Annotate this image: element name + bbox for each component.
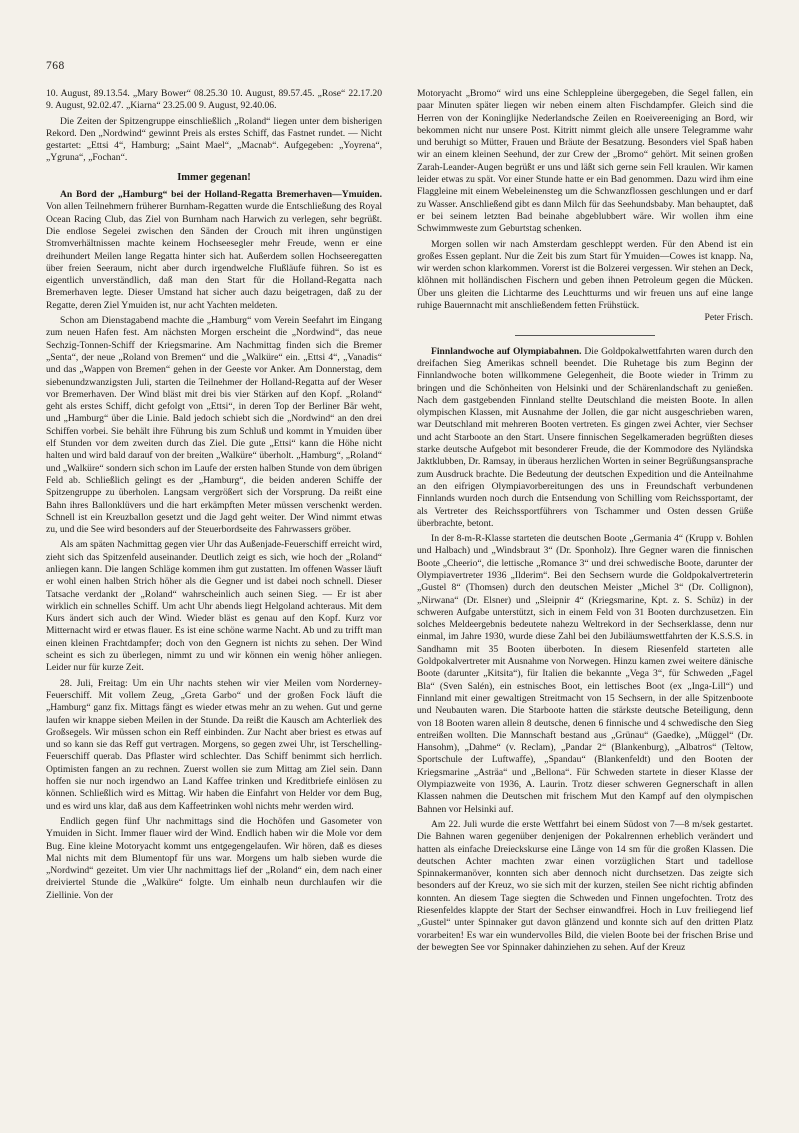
right-column [417,88,753,957]
article-paragraph-2: Schon am Dienstagabend machte die „Hamburg“ vom Verein Seefahrt im Eingang zum neuen Hafen fest. Am nächsten Morgen erscheint die „Nordwind“, das neue Sechzig-Tonnen-Schiff der Kriegsmarine. Am Nachmittag finden sich die Bremer „Senta“, der neue „Roland von Bremen“ und die „Walküre“ ein. „Ettsi 4“, „Vanadis“ und das „Wappen von Bremen“ gehen in der Geeste vor Anker. Am Donnerstag, dem siebenundzwanzigsten Juli, starten die Teilnehmer der Holland-Regatta auf der Weser vor Bremerhaven. Der Wind bläst mit drei bis vier Stärken auf den Kopf. „Roland“ geht als erstes Schiff, dicht gefolgt von „Ettsi“, in deren Top der Berliner Bär weht, und „Hamburg“ über die Linie. Bald jedoch schiebt sich die „Nordwind“ an den drei Schiffen vorbei. Sie behält ihre Führung bis zum Schluß und kommt in Ymuiden über elf Stunden vor dem zweiten durch das Ziel. Die gute „Ettsi“ kann die Höhe nicht halten und wird bald darauf von der breiten „Walküre“ überholt. „Hamburg“, „Roland“ und „Walküre“ sondern sich schon im Laufe der ersten halben Stunde von dem übrigen Feld ab. Schließlich gelingt es der „Hamburg“, die beiden anderen Schiffe der Spitzengruppe zu überholen. Langsam vergrößert sich der Vorsprung. Da reißt eine Bahn ihres Ballonklüvers und die hart erkämpften Meter müssen verschenkt werden. Schnell ist ein Kreuzballon gesetzt und die Jagd geht weiter. Der Wind nimmt etwas zu, und die See wird besonders auf der Steuerbordseite des Fahrwassers gröber. [46,315,382,536]
author-signature: Peter Frisch. [704,312,753,324]
article2-lead: Finnlandwoche auf Olympiabahnen. [431,345,582,357]
article2-paragraph-1-body: Die Goldpokalwettfahrten waren durch den dreifachen Sieg Amerikas schnell beendet. Die Ruhetage bis zum Beginn der Finnlandwoche boten willkommene Gelegenheit, die Boote wieder in Trimm zu bringen und die Schönheiten von Helsinki und der Schärenlandschaft zu genießen. Nach dem gastgebenden Finnland stellte Deutschland die meisten Boote. In allen olympischen Klassen, mit Ausnahme der Jollen, die gar nicht ausgeschrieben waren, war Deutschland mit mehreren Booten vertreten. Es gingen zwei Achter, vier Sechser und acht Starboote an den Start. Unsere finnischen Segelkameraden begrüßten dieses starke deutsche Aufgebot mit besonderer Freude, die der Kommodore des Nyländska Jaktklubben, Dr. Ramsay, in überaus herzlichen Worten in seiner Begrüßungsansprache zum Ausdruck brachte. Die Bedeutung der deutschen Expedition und die Anteilnahme an den eifrigen Olympiavorbereitungen des uns in Freundschaft verbundenen Finnlands wurden noch durch die Entsendung von Schilling vom Reichssportamt, der als Vertreter des Reichssportführers von Tschammer und Osten dessen Grüße überbrachte, betont. [417,345,753,529]
article-paragraph-7 [417,239,753,325]
article-paragraph-6: Motoryacht „Bromo“ wird uns eine Schleppleine übergegeben, die Segel fallen, ein paar Minuten später liegen wir neben einem alten Fischdampfer. Gleich sind die Herren von der Koninglijke Nederlandsche Zeilen en Roeivereeniging an Bord, wir bekommen nicht nur unsere Post. Kitritt nimmt gleich alle unsere Telegramme wahr und beruhigt so Mütter, Frauen und Bräute der Besatzung. Besonders viel Spaß haben wir an einem kleinen Seehund, der zur Crew der „Bromo“ gehört. Mit seinen großen Zarah-Leander-Augen begrüßt er uns und läßt sich gerne sein Fell kraulen. Wir kamen leider etwas zu spät. Vor einer Stunde hatte er ein Bad genommen. Dazu wird ihm eine Flaggleine mit einem Webeleinensteg um die Schwanzflossen geschlungen und er darf zu Wasser. Anschließend gibt es dann Milch für das Seehundsbaby. Man behauptet, daß er bei seinem letzten Bad beinahe abgeblubbert wäre. Wir wollen ihm eine Schwimmweste zum Geburtstag schenken. [417,88,753,235]
article-paragraph-3: Als am späten Nachmittag gegen vier Uhr das Außenjade-Feuerschiff erreicht wird, zieht sich das Spitzenfeld auseinander. Deutlich zeigt es sich, wie hoch der „Roland“ anliegen kann. Die langen Schläge kommen ihm gut zustatten. Im offenen Wasser läuft er wohl einen halben Strich höher als die Gegner und ist dabei noch schnell. Dieser Tatsache verdankt der „Roland“ wahrscheinlich auch seinen Sieg. — Er ist aber wirklich ein schnelles Schiff. Um acht Uhr abends liegt Helgoland achteraus. Mit dem Kurs ändert sich auch der Wind. Wieder bläst es genau auf den Kopf. Kurz vor Mitternacht wird er etwas flauer. Es ist eine schöne warme Nacht. Ab und zu trifft man einen kleinen Frachtdampfer; doch von den Gegnern ist nichts zu sehen. Der Wind scheint es sich zu überlegen, nimmt zu und wir können ein wenig höher anliegen. Leider nur für kurze Zeit. [46,539,382,674]
article2-paragraph-1 [417,346,753,530]
left-column [46,88,382,905]
article-paragraph-1-body: Von allen Teilnehmern früherer Burnham-Regatten wurde die Entschließung des Royal Ocean Racing Club, das Ziel von Burnham nach Harwich zu verlegen, sehr begrüßt. Die endlose Segelei zwischen den Sänden der Crouch mit ihren ungünstigen Stromverhältnissen machte keinem Hochseesegler mehr Freude, wenn er eine dreihundert Meilen lange Regatta hinter sich hat. Außerdem sollen Hochseeregatten über freien Seeraum, nicht aber durch irgendwelche Flußläufe führen. So ist es eigentlich unverständlich, daß man den Start für die Holland-Regatta nach Bremerhaven legte. Dieser Umstand hat sicher auch dazu beigetragen, daß zu der Regatte, deren Ziel Ymuiden ist, nur acht Yachten meldeten. [46,201,382,311]
results-continued: 10. August, 89.13.54. „Mary Bower“ 08.25.30 10. August, 89.57.45. „Rose“ 22.17.20 9. August, 92.02.47. „Kiarna“ 23.25.00 9. August, 92.40.06. [46,88,382,112]
section-divider [515,335,655,336]
article-paragraph-5: Endlich gegen fünf Uhr nachmittags sind die Hochöfen und Gasometer von Ymuiden in Sicht. Immer flauer wird der Wind. Endlich haben wir die Mole vor dem Bug. Eine kleine Motoryacht kommt uns entgegengelaufen. Wir hören, daß es dieses Mal nichts mit dem Blumentopf für uns war. Morgens um halb sieben wurde die „Nordwind“ gezeitet. Um vier Uhr nachmittags lief der „Roland“ ein, dem nach einer dreiviertel Stunde die „Walküre“ folgte. Um einhalb neun durchlaufen wir die Ziellinie. Von der [46,815,382,901]
article-paragraph-4: 28. Juli, Freitag: Um ein Uhr nachts stehen wir vier Meilen vom Norderney-Feuerschiff. Mit vollem Zeug, „Greta Garbo“ und der großen Fock läuft die „Hamburg“ ganz fix. Mittags fängt es wieder etwas mehr an zu wehen. Gut und gerne laufen wir knappe sieben Meilen in der Stunde. Da reißt die Kausch am Achterliek des Großsegels. Wir müssen schon ein Reff einbinden. Zur Nacht aber briest es etwas auf und so kann sie das Reff gut vertragen. Morgens, so gegen zwei Uhr, ist Terschelling-Feuerschiff querab. Das Pflaster wird schlechter. Das Schiff benimmt sich herrlich. Optimisten fangen an zu rechnen. Zuerst wollen sie zum Mittag am Ziel sein. Dann hoffen sie nur noch irgendwo an Land Kaffee trinken und Kreditbriefe einlösen zu können. Schließlich wird es Mittag. Wir haben die Einfahrt von Helder vor dem Bug, und es wird uns klar, daß aus dem Kaffeetrinken wohl nichts mehr werden wird. [46,677,382,812]
article2-paragraph-3: Am 22. Juli wurde die erste Wettfahrt bei einem Südost von 7—8 m/sek gestartet. Die Bahnen waren gegenüber denjenigen der Pokalrennen erheblich verändert und hatten als einfache Dreieckskurse eine Länge von 14 sm für die großen Klassen. Die deutschen Achter machten zwar einen vorzüglichen Start und tadellose Spinnakermanöver, konnten sich aber dennoch nicht durchsetzen. Das zeigte sich besonders auf der Kreuz, wo sie sich mit der kurzen, steilen See nicht richtig abfinden konnten. An diesem Tage siegten die Schweden und Finnen ungefochten. Trotz des Riesenfeldes klappte der Start der Sechser einwandfrei. Hoch in Luv freiliegend lief „Gustel“ unter Spinnaker gut davon glänzend und konnte sich auf den dritten Platz vorarbeiten! Es war ein wundervolles Bild, die vielen Boote bei der frischen Brise und der bewegten See vor Spinnaker dahinziehen zu sehen. Auf der Kreuz [417,818,753,953]
article2-paragraph-2: In der 8-m-R-Klasse starteten die deutschen Boote „Germania 4“ (Krupp v. Bohlen und Halbach) und „Windsbraut 3“ (Dr. Sponholz). Ihre Gegner waren die finnischen Boote „Cheerio“, die lettische „Romance 3“ und drei schwedische Boote, darunter der Olympiavertreter 1936 „Ilderim“. Bei den Sechsern wurde die Goldpokalvertreterin „Gustel 8“ (Thomsen) durch den deutschen Meister „Michel 3“ (Dr. Collignon), „Nirwana“ (Dr. Elsner) und „Sleipnir 4“ (Kriegsmarine, Kpt. z. S. Schüz) in der schweren Aufgabe unterstützt, sich in einem Feld von 31 Booten durchzusetzen. Ein solches Meldeergebnis bedeutete nahezu Weltrekord in der Sechserklasse, denn nur einmal, im Jahre 1930, wurde diese Zahl bei den Jubiläumswettfahrten der K.S.S.S. in Sandhamn mit 35 Booten überboten. In diesem Riesenfeld starteten alle Goldpokalvertreter mit Ausnahme von Norwegen. Hinzu kamen zwei weitere dänische Boote (darunter „Kitsita“), für Italien die bekannte „Vega 3“, für Schweden „Fagel Bla“ (Sven Salén), ein estnisches Boot, ein lettisches Boot (ex „Inga-Lill“) und Finnland mit einer gewaltigen Streitmacht von 15 Sechsern, in der alle Spitzenboote und Neubauten waren. Die Starboote hatten die stärkste deutsche Beteiligung, denn von 18 Booten waren allein 8 deutsche, denen 6 finnische und 4 schwedische den Sieg entreißen wollten. Die Mannschaft bestand aus „Grünau“ (Gaedke), „Müggel“ (Dr. Hansohm), „Dahme“ (v. Reclam), „Pandar 2“ (Blankenburg), „Albatros“ (Teltow, Sportschule der Luftwaffe), „Spandau“ (Blankenfeldt) und den Booten der Kriegsmarine „Asträa“ und „Bellona“. Für Schweden startete in dieser Klasse der Olympiazweite von 1936, A. Laurin. Trotz dieser schweren Gegnerschaft in allen Klassen nahmen die Deutschen mit frischem Mut den Kampf auf den olympischen Bahnen vor Helsinki auf. [417,533,753,815]
section-heading: Immer gegenan! [177,171,251,183]
results-summary: Die Zeiten der Spitzengruppe einschließlich „Roland“ liegen unter dem bisherigen Rekord. Den „Nordwind“ gewinnt Preis als erstes Schiff, das Fastnet rundet. — Nicht gestartet: „Ettsi 4“, Hamburg; „Saint Mael“, „Macnab“. Aufgegeben: „Yoyrena“, „Ygruna“, „Fochan“. [46,115,382,164]
page-number: 768 [46,60,65,72]
article-paragraph-1 [46,189,382,312]
article-lead: An Bord der „Hamburg“ bei der Holland-Regatta Bremerhaven—Ymuiden. [60,189,382,201]
article-paragraph-7-body: Morgen sollen wir nach Amsterdam geschleppt werden. Für den Abend ist ein großes Essen geplant. Nur die Zeit bis zum Start für Ymuiden—Cowes ist knapp. Na, wir werden schon klarkommen. Vorerst ist die Bolzerei vergessen. Wir stehen an Deck, klöhnen mit holländischen Fischern und geben ihnen Petroleum gegen die Mücken. Über uns gleiten die Lichtarme des Leuchtturms und wir freuen uns auf eine lange ruhige Bauernnacht mit anschließendem fetten Frühstück. [417,238,753,312]
